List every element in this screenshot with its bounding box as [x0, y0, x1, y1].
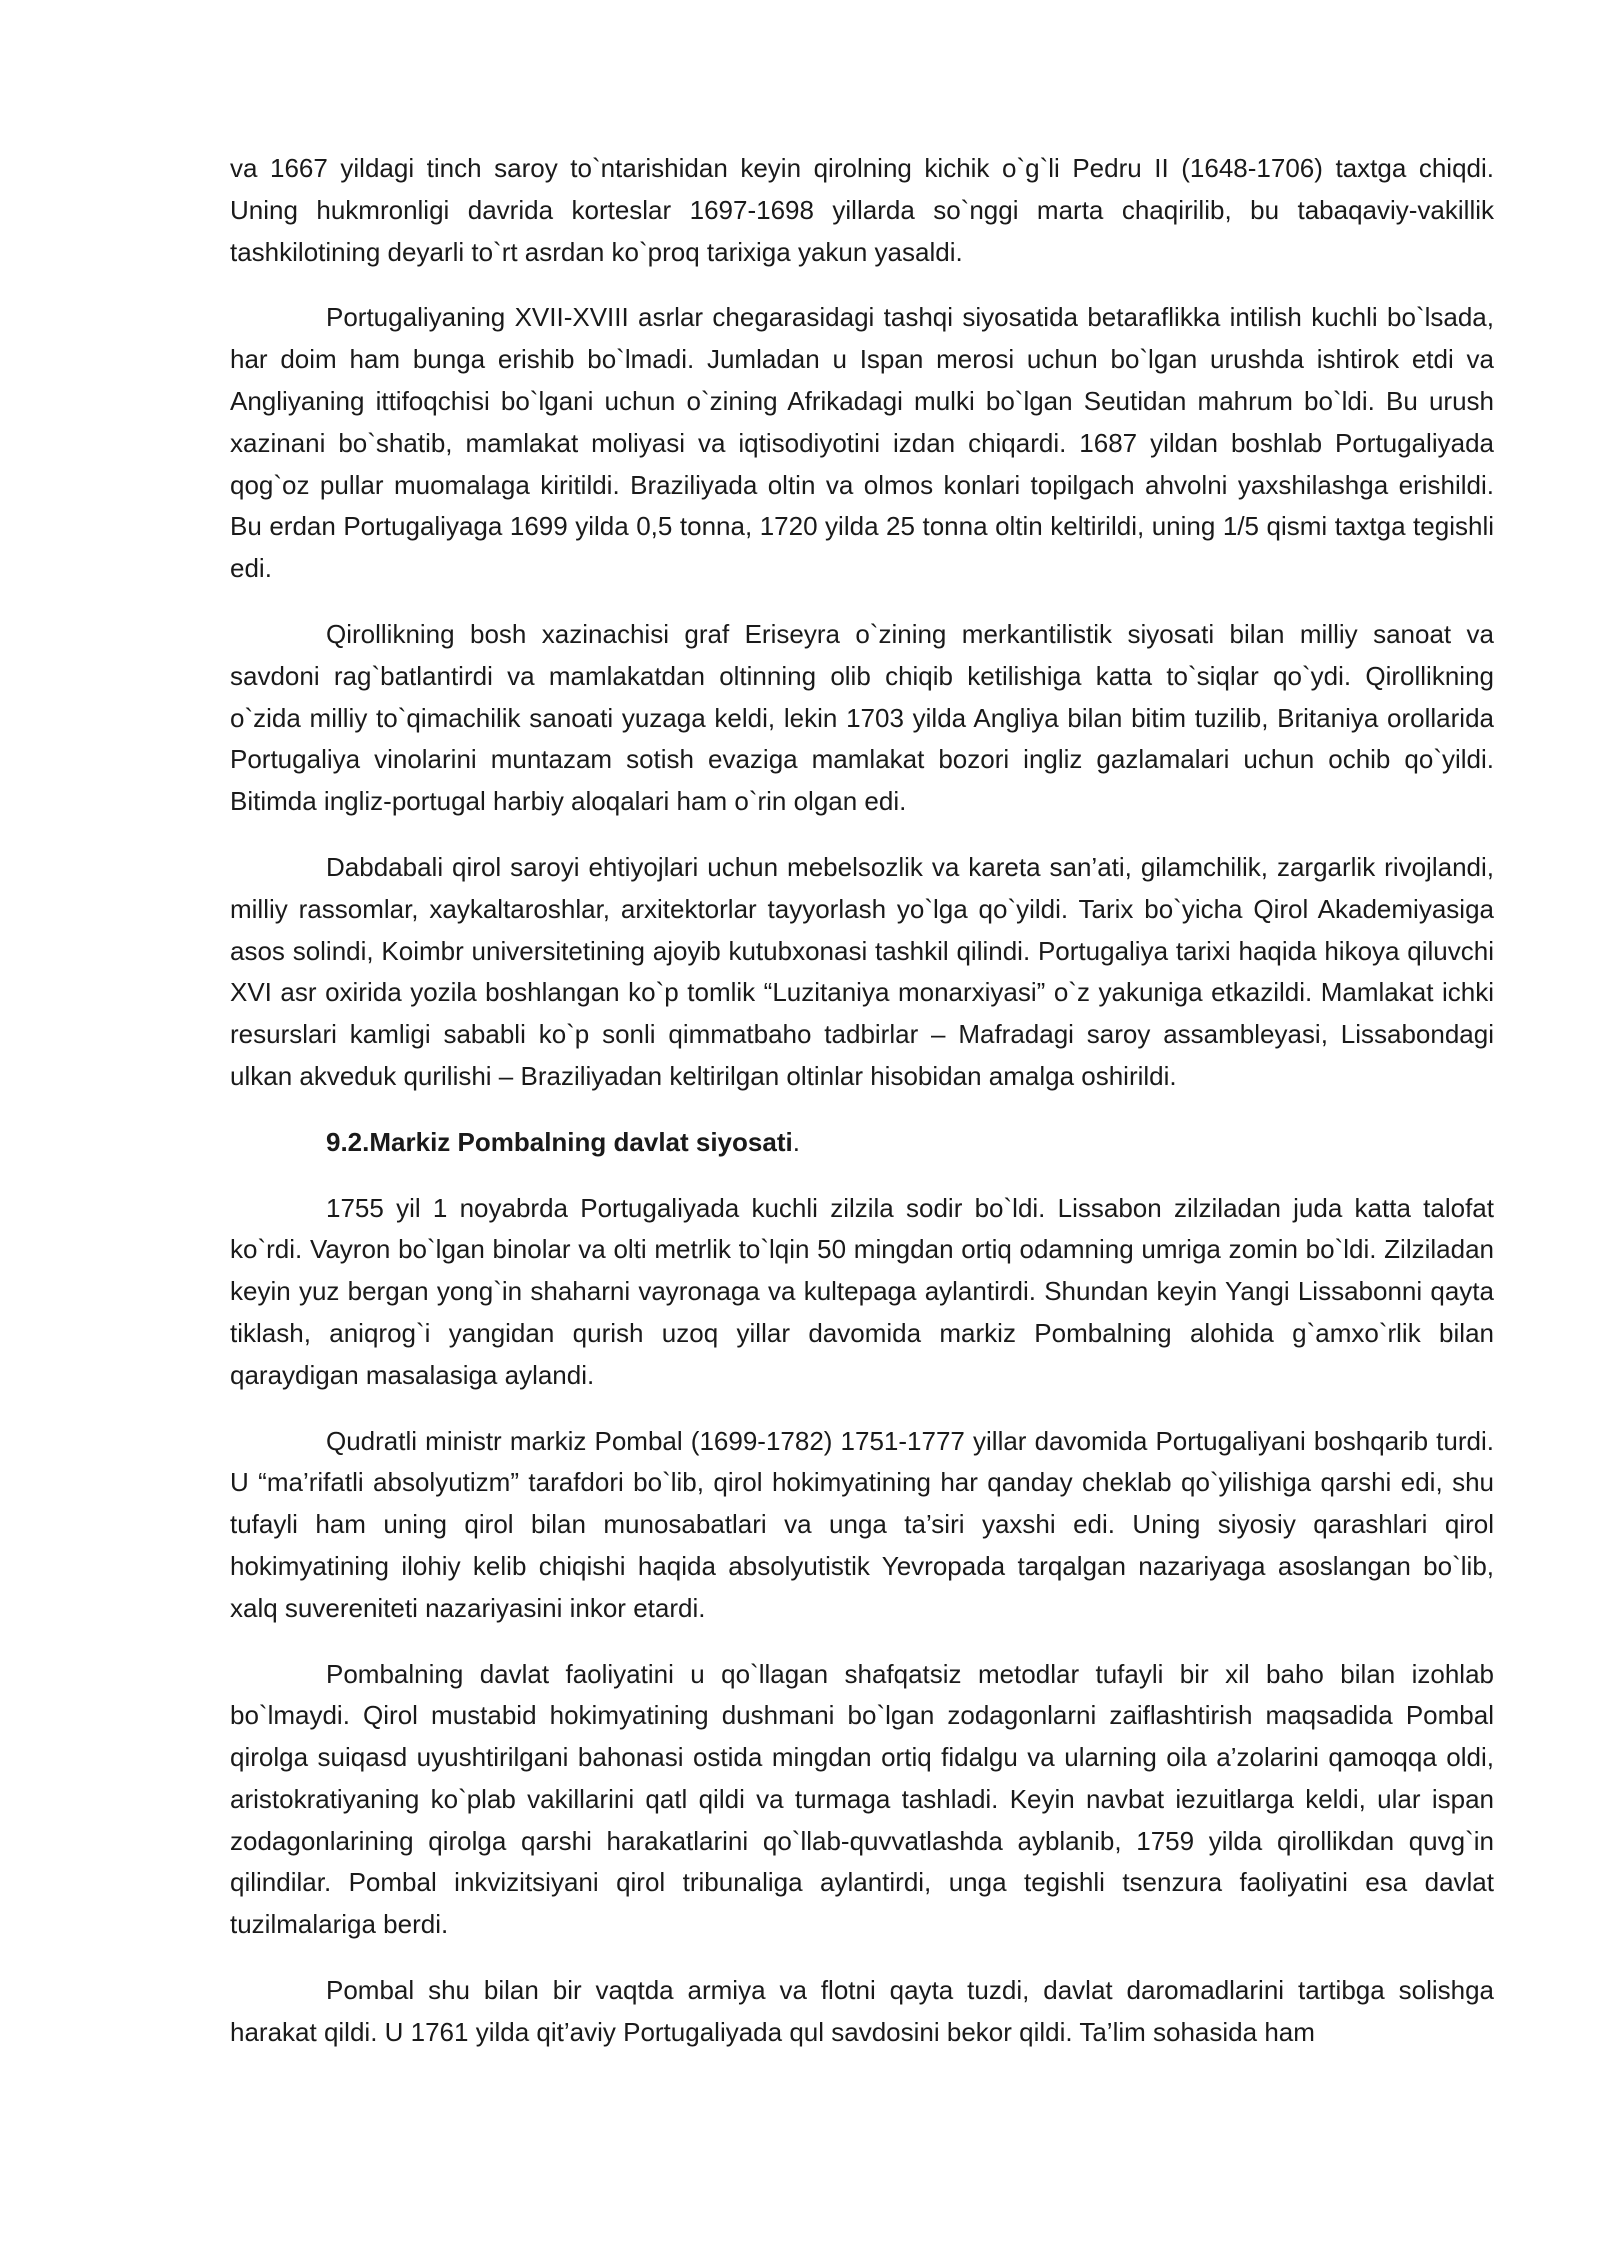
- section-heading-tail: .: [792, 1126, 800, 1157]
- paragraph-5: 1755 yil 1 noyabrda Portugaliyada kuchli zilzila sodir bo`ldi. Lissabon zilziladan juda katta talofat ko`rdi. Vayron bo`lgan binolar va olti metrlik to`lqin 50 mingdan ortiq odamning umriga zomin bo`ldi. Zilziladan keyin yuz bergan yong`in shaharni vayronaga va kultepaga aylantirdi. Shundan keyin Yangi Lissabonni qayta tiklash, aniqrog`i yangidan qurish uzoq yillar davomida markiz Pombalning alohida g`amxo`rlik bilan qaraydigan masalasiga aylandi.: [230, 1192, 1494, 1390]
- paragraph-7: Pombalning davlat faoliyatini u qo`llagan shafqatsiz metodlar tufayli bir xil baho bilan izohlab bo`lmaydi. Qirol mustabid hokimyatining dushmani bo`lgan zodagonlarni zaiflashtirish maqsadida Pombal qirolga suiqasd uyushtirilgani bahonasi ostida mingdan ortiq fidalgu va ularning oila a’zolarini qamoqqa oldi, aristokratiyaning ko`plab vakillarini qatl qildi va turmaga tashladi. Keyin navbat iezuitlarga keldi, ular ispan zodagonlarining qirolga qarshi harakatlarini qo`llab-quvvatlashda ayblanib, 1759 yilda qirollikdan quvg`in qilindilar. Pombal inkvizitsiyani qirol tribunaliga aylantirdi, unga tegishli tsenzura faoliyatini esa davlat tuzilmalariga berdi.: [230, 1658, 1494, 1940]
- section-heading: [230, 1122, 1494, 1164]
- paragraph-4: Dabdabali qirol saroyi ehtiyojlari uchun mebelsozlik va kareta san’ati, gilamchilik, zargarlik rivojlandi, milliy rassomlar, xaykaltaroshlar, arxitektorlar tayyorlash yo`lga qo`yildi. Tarix bo`yicha Qirol Akademiyasiga asos solindi, Koimbr universitetining ajoyib kutubxonasi tashkil qilindi. Portugaliya tarixi haqida hikoya qiluvchi XVI asr oxirida yozila boshlangan ko`p tomlik “Luzitaniya monarxiyasi” o`z yakuniga etkazildi. Mamlakat ichki resurslari kamligi sababli ko`p sonli qimmatbaho tadbirlar – Mafradagi saroy assambleyasi, Lissabondagi ulkan akveduk qurilishi – Braziliyadan keltirilgan oltinlar hisobidan amalga oshirildi.: [230, 851, 1494, 1091]
- paragraph-1: va 1667 yildagi tinch saroy to`ntarishidan keyin qirolning kichik o`g`li Pedru II (1648-1706) taxtga chiqdi. Uning hukmronligi davrida korteslar 1697-1698 yillarda so`nggi marta chaqirilib, bu tabaqaviy-vakillik tashkilotining deyarli to`rt asrdan ko`proq tarixiga yakun yasaldi.: [230, 153, 1494, 267]
- paragraph-6: Qudratli ministr markiz Pombal (1699-1782) 1751-1777 yillar davomida Portugaliyani boshqarib turdi. U “ma’rifatli absolyutizm” tarafdori bo`lib, qirol hokimyatining har qanday cheklab qo`yilishiga qarshi edi, shu tufayli ham uning qirol bilan munosabatlari va unga ta’siri yaxshi edi. Uning siyosiy qarashlari qirol hokimyatining ilohiy kelib chiqishi haqida absolyutistik Yevropada tarqalgan nazariyaga asoslangan bo`lib, xalq suvereniteti nazariyasini inkor etardi.: [230, 1425, 1494, 1623]
- document-body: [230, 148, 1494, 2078]
- paragraph-8: Pombal shu bilan bir vaqtda armiya va flotni qayta tuzdi, davlat daromadlarini tartibga solishga harakat qildi. U 1761 yilda qit’aviy Portugaliyada qul savdosini bekor qildi. Ta’lim sohasida ham: [230, 1975, 1494, 2047]
- paragraph-2: Portugaliyaning XVII-XVIII asrlar chegarasidagi tashqi siyosatida betaraflikka intilish kuchli bo`lsada, har doim ham bunga erishib bo`lmadi. Jumladan u Ispan merosi uchun bo`lgan urushda ishtirok etdi va Angliyaning ittifoqchisi bo`lgani uchun o`zining Afrikadagi mulki bo`lgan Seutidan mahrum bo`ldi. Bu urush xazinani bo`shatib, mamlakat moliyasi va iqtisodiyotini izdan chiqardi. 1687 yildan boshlab Portugaliyada qog`oz pullar muomalaga kiritildi. Braziliyada oltin va olmos konlari topilgach ahvolni yaxshilashga erishildi. Bu erdan Portugaliyaga 1699 yilda 0,5 tonna, 1720 yilda 25 tonna oltin keltirildi, uning 1/5 qismi taxtga tegishli edi.: [230, 302, 1494, 584]
- paragraph-3: Qirollikning bosh xazinachisi graf Eriseyra o`zining merkantilistik siyosati bilan milliy sanoat va savdoni rag`batlantirdi va mamlakatdan oltinning olib chiqib ketilishiga katta to`siqlar qo`ydi. Qirollikning o`zida milliy to`qimachilik sanoati yuzaga keldi, lekin 1703 yilda Angliya bilan bitim tuzilib, Britaniya orollarida Portugaliya vinolarini muntazam sotish evaziga mamlakat bozori ingliz gazlamalari uchun ochib qo`yildi. Bitimda ingliz-portugal harbiy aloqalari ham o`rin olgan edi.: [230, 618, 1494, 817]
- section-heading-text: 9.2.Markiz Pombalning davlat siyosati: [326, 1126, 793, 1157]
